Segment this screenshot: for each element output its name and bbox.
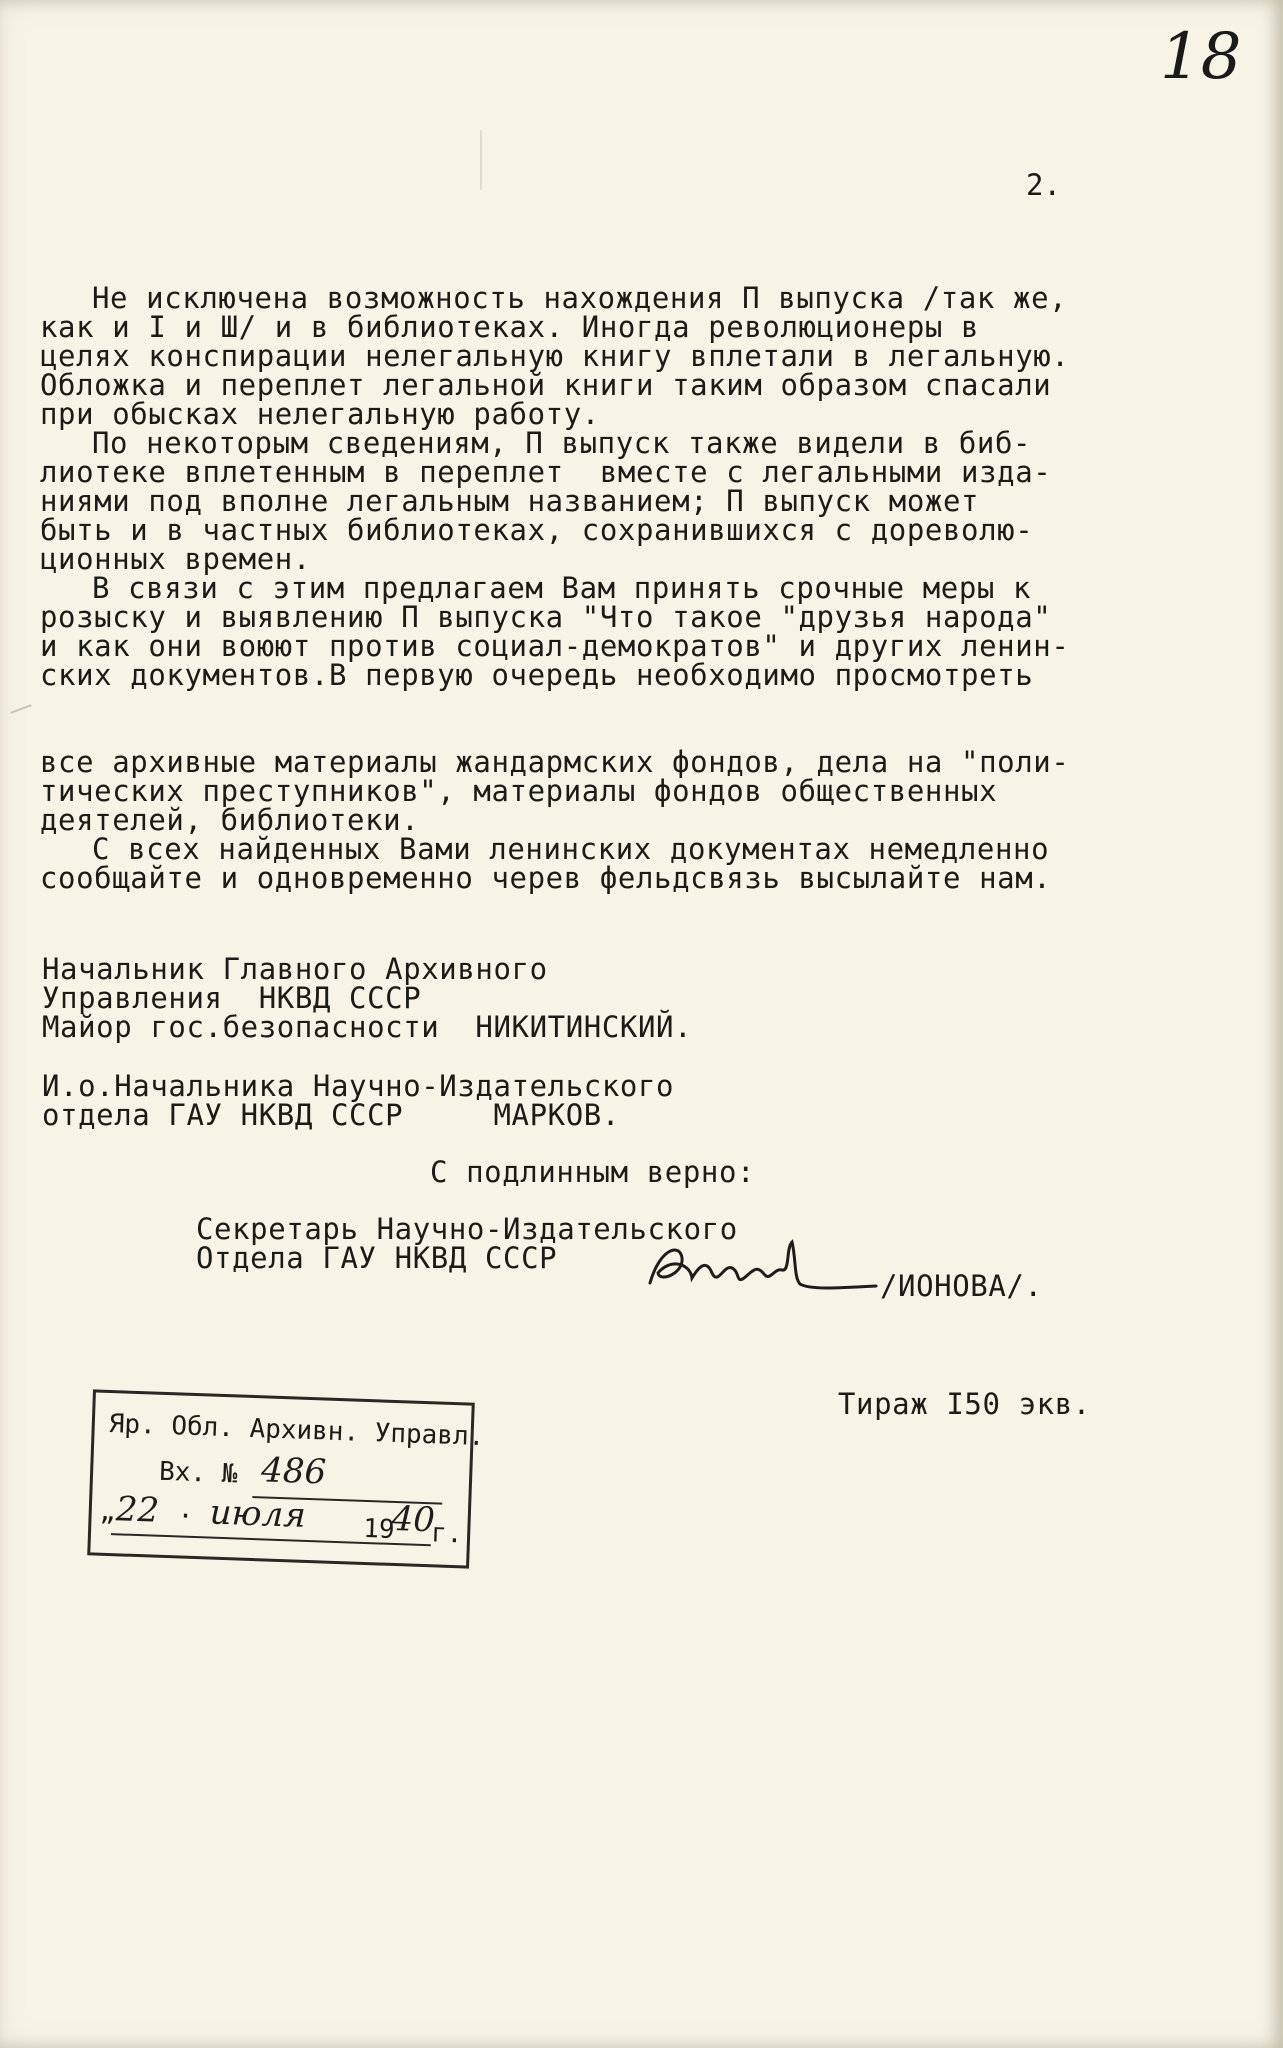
body-line: ционных времен. — [40, 542, 311, 576]
body-line: при обысках нелегальную работу. — [40, 397, 600, 431]
stamp-date-open: „ — [99, 1496, 116, 1528]
page-number: 2. — [1026, 168, 1061, 202]
stamp-date-month: июля — [209, 1492, 307, 1536]
body-line: В связи с этим предлагаем Вам принять срочные меры к — [92, 571, 1032, 605]
body-line: По некоторым сведениям, П выпуск также видели в биб- — [92, 426, 1032, 460]
stamp-date-day: 22 — [115, 1489, 160, 1531]
stamp-number-value: 486 — [260, 1450, 327, 1493]
body-line: ских документов.В первую очередь необходимо просмотреть — [40, 658, 1034, 692]
stamp-date-year-prefix: 19 — [362, 1513, 396, 1545]
secretary-line: Отдела ГАУ НКВД СССР — [196, 1241, 558, 1275]
signatory-line: И.о.Начальника Научно-Издательского — [42, 1069, 675, 1103]
paper-crease — [480, 130, 482, 190]
secretary-line: Секретарь Научно-Издательского — [196, 1212, 738, 1246]
archive-sheet-number: 18 — [1160, 20, 1242, 94]
body-line: лиотеке вплетенным в переплет вместе с легальными изда- — [40, 455, 1052, 489]
signatory-line: Начальник Главного Архивного — [42, 952, 548, 986]
body-line: сообщайте и одновременно черев фельдсвязь высылайте нам. — [40, 861, 1052, 895]
body-line: все архивные материалы жандармских фондов, дела на "поли- — [40, 745, 1070, 779]
body-line: ниями под вполне легальным названием; П выпуск может — [40, 484, 980, 518]
stamp-number-label: Вх. № — [158, 1456, 238, 1490]
body-line: деятелей, библиотеки. — [40, 803, 420, 837]
stamp-date-separator: · — [177, 1501, 194, 1532]
stamp-date-year-mark: г. — [430, 1518, 464, 1550]
body-line: розыску и выявлению П выпуска "Что такое "друзья народа" — [40, 600, 1052, 634]
print-run: Тираж I50 экв. — [838, 1387, 1091, 1421]
body-line: С всех найденных Вами ленинских документах немедленно — [92, 832, 1050, 866]
signature-image — [640, 1228, 880, 1308]
body-line: целях конспирации нелегальную книгу вплетали в легальную. — [40, 339, 1070, 373]
signatory-line: Управления НКВД СССР — [42, 981, 422, 1015]
fold-mark — [10, 704, 31, 713]
secretary-name: /ИОНОВА/. — [880, 1269, 1043, 1303]
body-line: Обложка и переплет легальной книги таким образом спасали — [40, 368, 1052, 402]
certification-line: С подлинным верно: — [430, 1155, 756, 1189]
body-line: и как они воюют против социал-демократов" и других ленин- — [40, 629, 1070, 663]
stamp-organization: Яр. Обл. Архивн. Управл. — [108, 1408, 485, 1453]
archive-stamp — [87, 1389, 485, 1568]
stamp-date-year-suffix: 40 — [390, 1498, 436, 1541]
signatory-line: Майор гос.безопасности НИКИТИНСКИЙ. — [42, 1010, 693, 1044]
signatory-line: отдела ГАУ НКВД СССР МАРКОВ. — [42, 1098, 620, 1132]
body-line: тических преступников", материалы фондов общественных — [40, 774, 998, 808]
body-line: как и I и Ш/ и в библиотеках. Иногда революционеры в — [40, 310, 980, 344]
body-line: быть и в частных библиотеках, сохранившихся с дореволю- — [40, 513, 1034, 547]
body-line: Не исключена возможность нахождения П выпуска /так же, — [92, 281, 1068, 315]
